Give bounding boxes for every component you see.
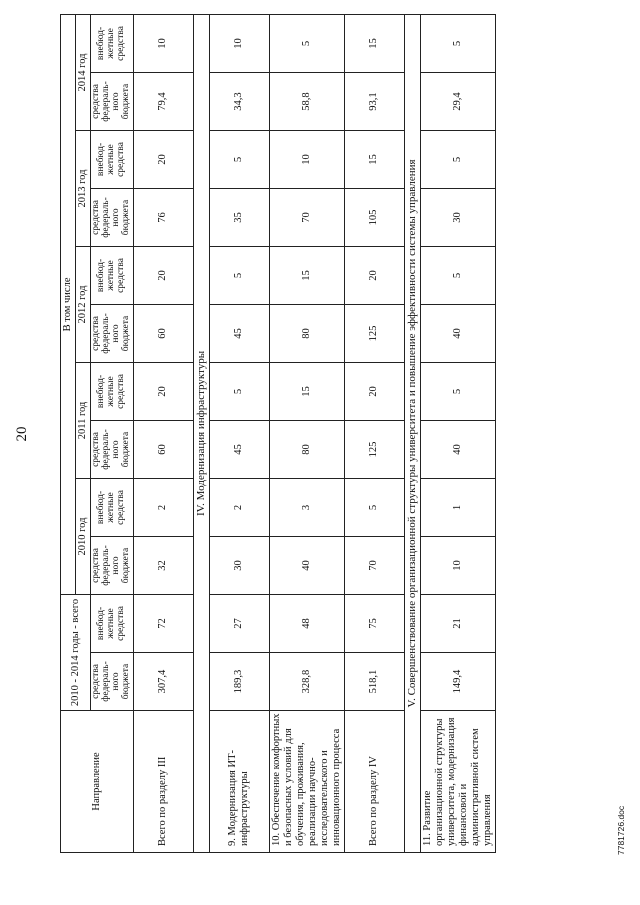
value-cell: 75 — [345, 595, 405, 653]
value-cell: 328,8 — [269, 653, 344, 711]
header-federal-funds: средства федераль-ного бюджета — [91, 189, 134, 247]
value-cell: 80 — [269, 305, 344, 363]
value-cell: 10 — [209, 14, 269, 72]
value-cell: 35 — [209, 189, 269, 247]
header-extra-budget-funds: внебюд-жетные средства — [91, 247, 134, 305]
value-cell: 15 — [345, 14, 405, 72]
value-cell: 27 — [209, 595, 269, 653]
value-cell: 34,3 — [209, 73, 269, 131]
value-cell: 15 — [345, 131, 405, 189]
value-cell: 189,3 — [209, 653, 269, 711]
table-row — [420, 14, 495, 852]
section-title: V. Совершенствование организационной структуры университета и повышение эффективности системы управления — [405, 14, 421, 852]
header-federal-funds: средства федераль-ного бюджета — [91, 73, 134, 131]
header-extra-budget-funds: внебюд-жетные средства — [91, 363, 134, 421]
value-cell: 2 — [134, 479, 194, 537]
header-year: 2013 год — [76, 131, 91, 247]
page-number: 20 — [14, 426, 30, 442]
header-extra-budget-funds: внебюд-жетные средства — [91, 14, 134, 72]
value-cell: 80 — [269, 421, 344, 479]
value-cell: 5 — [420, 131, 495, 189]
row-direction: 11. Развитие организационной структуры университета, модернизация финансовой и административной систем управления — [420, 711, 495, 853]
header-year: 2011 год — [76, 363, 91, 479]
value-cell: 5 — [209, 247, 269, 305]
table-row — [209, 14, 269, 852]
value-cell: 1 — [420, 479, 495, 537]
document-reference: 7781726.doc — [616, 805, 626, 855]
value-cell: 105 — [345, 189, 405, 247]
value-cell: 70 — [269, 189, 344, 247]
header-year: 2014 год — [76, 14, 91, 130]
value-cell: 45 — [209, 305, 269, 363]
value-cell: 21 — [420, 595, 495, 653]
value-cell: 20 — [134, 247, 194, 305]
value-cell: 518,1 — [345, 653, 405, 711]
header-direction: Направление — [61, 711, 134, 853]
header-federal-funds: средства федераль-ного бюджета — [91, 537, 134, 595]
value-cell: 40 — [269, 537, 344, 595]
value-cell: 5 — [420, 363, 495, 421]
value-cell: 5 — [420, 247, 495, 305]
value-cell: 20 — [134, 363, 194, 421]
header-extra-budget-funds: внебюд-жетные средства — [91, 595, 134, 653]
value-cell: 10 — [420, 537, 495, 595]
value-cell: 60 — [134, 305, 194, 363]
value-cell: 5 — [209, 131, 269, 189]
rotated-page — [14, 15, 626, 855]
value-cell: 76 — [134, 189, 194, 247]
value-cell: 40 — [420, 421, 495, 479]
value-cell: 10 — [134, 14, 194, 72]
header-federal-funds: средства федераль-ного бюджета — [91, 305, 134, 363]
row-direction: 9. Модернизация ИТ-инфраструктуры — [209, 711, 269, 853]
header-year: 2012 год — [76, 247, 91, 363]
value-cell: 5 — [345, 479, 405, 537]
value-cell: 30 — [420, 189, 495, 247]
value-cell: 20 — [134, 131, 194, 189]
value-cell: 40 — [420, 305, 495, 363]
row-direction: 10. Обеспечение комфортных и безопасных условий для обучения, проживания, реализации научно-исследовательского и инновационного процесса — [269, 711, 344, 853]
value-cell: 125 — [345, 305, 405, 363]
value-cell: 125 — [345, 421, 405, 479]
budget-table — [60, 14, 496, 853]
section-heading-row — [405, 14, 421, 852]
value-cell: 5 — [269, 14, 344, 72]
value-cell: 15 — [269, 247, 344, 305]
row-direction: Всего по разделу III — [134, 711, 194, 853]
section-title: IV. Модернизация инфраструктуры — [194, 14, 210, 852]
value-cell: 70 — [345, 537, 405, 595]
value-cell: 30 — [209, 537, 269, 595]
section-heading-row — [194, 14, 210, 852]
value-cell: 15 — [269, 363, 344, 421]
value-cell: 29,4 — [420, 73, 495, 131]
value-cell: 3 — [269, 479, 344, 537]
header-total: 2010 - 2014 годы - всего — [61, 595, 91, 711]
value-cell: 10 — [269, 131, 344, 189]
value-cell: 45 — [209, 421, 269, 479]
value-cell: 48 — [269, 595, 344, 653]
value-cell: 60 — [134, 421, 194, 479]
value-cell: 307,4 — [134, 653, 194, 711]
header-year: 2010 год — [76, 479, 91, 595]
value-cell: 2 — [209, 479, 269, 537]
value-cell: 93,1 — [345, 73, 405, 131]
value-cell: 20 — [345, 247, 405, 305]
value-cell: 5 — [209, 363, 269, 421]
value-cell: 5 — [420, 14, 495, 72]
header-extra-budget-funds: внебюд-жетные средства — [91, 131, 134, 189]
value-cell: 149,4 — [420, 653, 495, 711]
header-federal-funds: средства федераль-ного бюджета — [91, 421, 134, 479]
table-row — [134, 14, 194, 852]
table-row — [269, 14, 344, 852]
header-including: В том числе — [61, 14, 76, 594]
value-cell: 79,4 — [134, 73, 194, 131]
row-direction: Всего по разделу IV — [345, 711, 405, 853]
value-cell: 72 — [134, 595, 194, 653]
value-cell: 20 — [345, 363, 405, 421]
value-cell: 58,8 — [269, 73, 344, 131]
value-cell: 32 — [134, 537, 194, 595]
header-extra-budget-funds: внебюд-жетные средства — [91, 479, 134, 537]
table-row — [345, 14, 405, 852]
header-federal-funds: средства федераль-ного бюджета — [91, 653, 134, 711]
